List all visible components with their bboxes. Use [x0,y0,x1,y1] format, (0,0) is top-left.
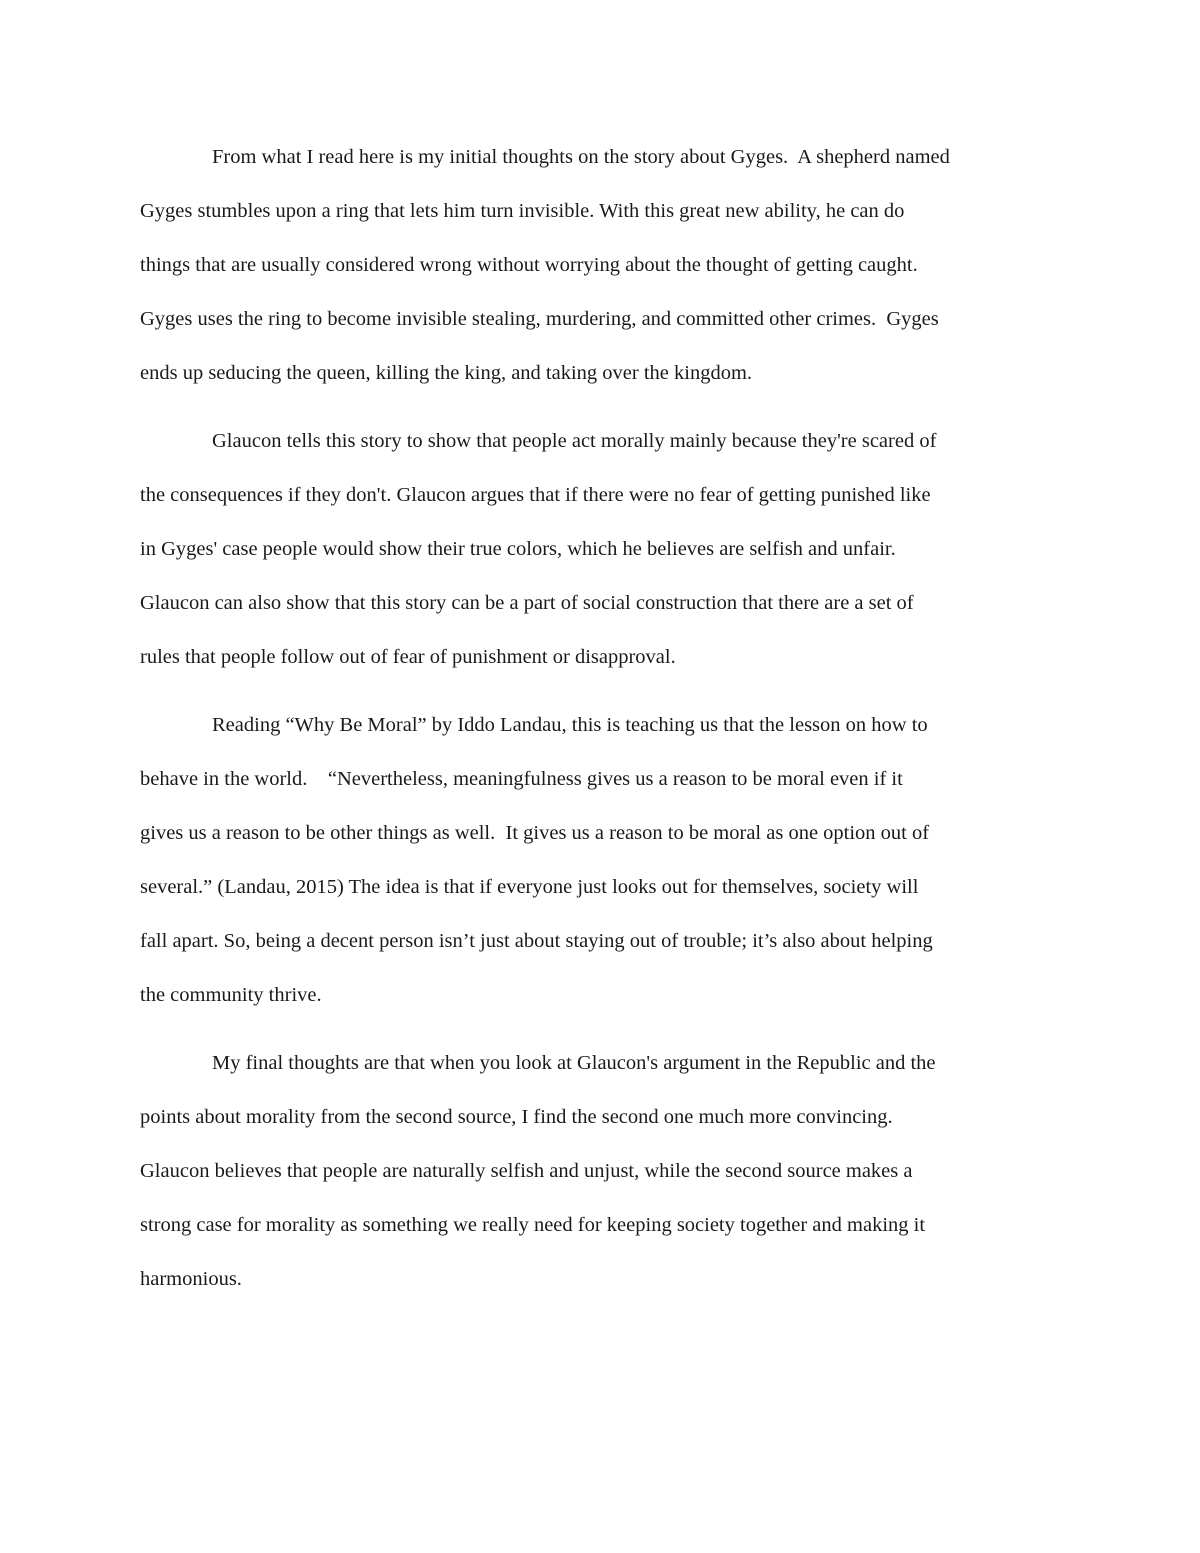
paragraph-landau-reading [140,698,1060,1022]
document-body [140,130,1060,1320]
text-line: Reading “Why Be Moral” by Iddo Landau, this is teaching us that the lesson on how to [212,714,928,736]
text-line: behave in the world. “Nevertheless, meaningfulness gives us a reason to be moral even if it [140,768,903,790]
text-line: Glaucon can also show that this story can be a part of social construction that there are a set of [140,592,914,614]
text-line: the consequences if they don't. Glaucon argues that if there were no fear of getting punished like [140,484,931,506]
text-line: Glaucon believes that people are naturally selfish and unjust, while the second source makes a [140,1160,913,1182]
paragraph-glaucon-argument [140,414,1060,684]
text-line: harmonious. [140,1268,242,1290]
text-line: gives us a reason to be other things as well. It gives us a reason to be moral as one option out of [140,822,930,844]
text-line: things that are usually considered wrong without worrying about the thought of getting caught. [140,254,918,276]
text-line: fall apart. So, being a decent person isn’t just about staying out of trouble; it’s also about helping [140,930,933,952]
text-line: several.” (Landau, 2015) The idea is that if everyone just looks out for themselves, society will [140,876,919,898]
paragraph-final-thoughts [140,1036,1060,1306]
text-line: Glaucon tells this story to show that people act morally mainly because they're scared of [212,430,937,452]
text-line: the community thrive. [140,984,322,1006]
text-line: strong case for morality as something we really need for keeping society together and making it [140,1214,926,1236]
text-line: rules that people follow out of fear of punishment or disapproval. [140,646,676,668]
text-line: Gyges uses the ring to become invisible stealing, murdering, and committed other crimes. Gyges [140,308,939,330]
text-line: Gyges stumbles upon a ring that lets him turn invisible. With this great new ability, he can do [140,200,905,222]
text-line: points about morality from the second source, I find the second one much more convincing. [140,1106,893,1128]
text-line: in Gyges' case people would show their true colors, which he believes are selfish and unfair. [140,538,896,560]
text-line: From what I read here is my initial thoughts on the story about Gyges. A shepherd named [212,146,950,168]
text-line: My final thoughts are that when you look at Glaucon's argument in the Republic and the [212,1052,936,1074]
text-line: ends up seducing the queen, killing the king, and taking over the kingdom. [140,362,753,384]
paragraph-gyges-story [140,130,1060,400]
